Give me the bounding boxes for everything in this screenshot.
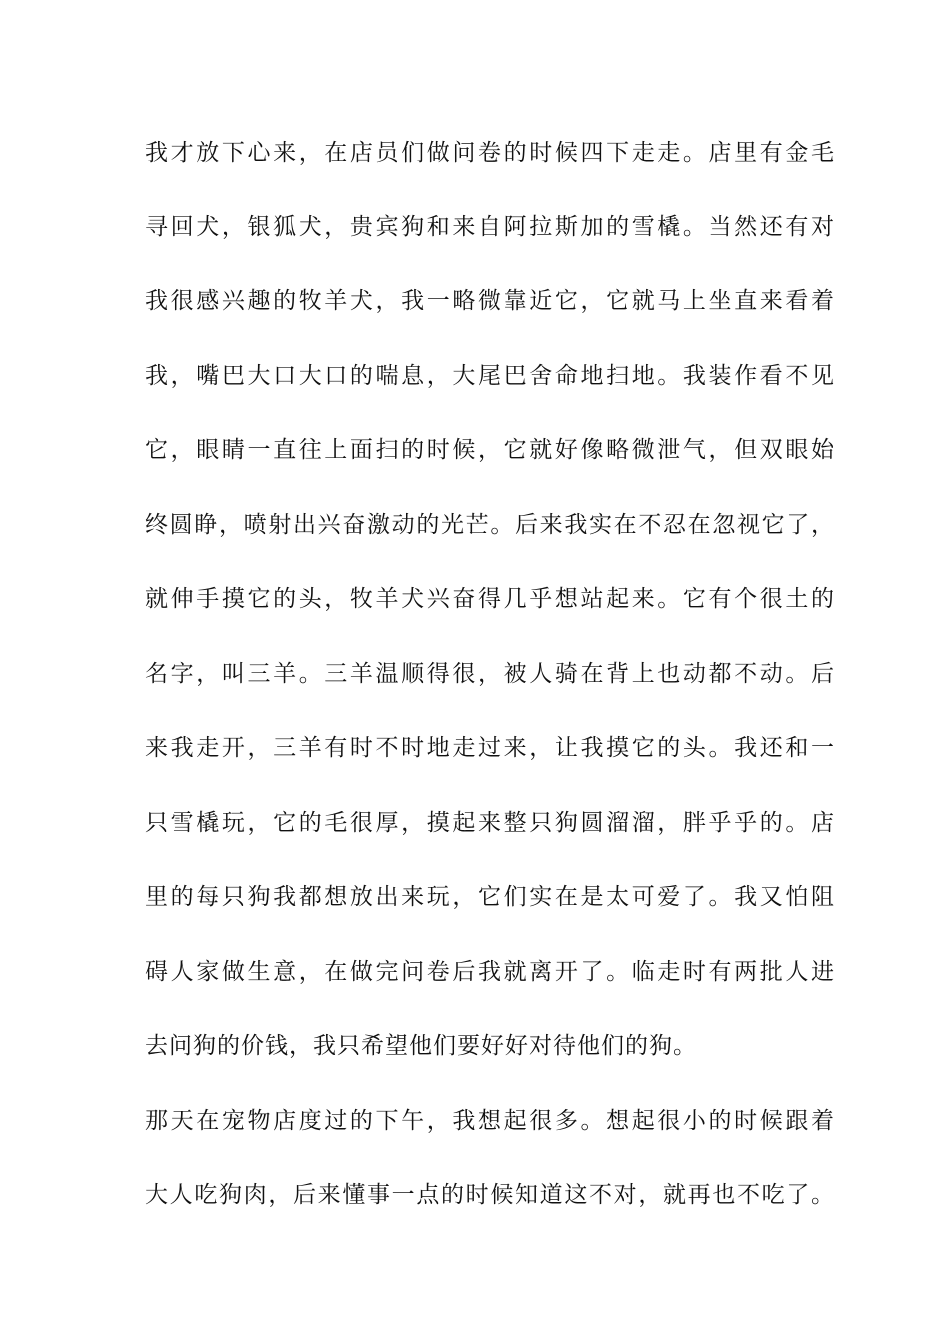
text-line: 大人吃狗肉，后来懂事一点的时候知道这不对，就再也不吃了。 xyxy=(145,1182,835,1208)
text-line: 只雪橇玩，它的毛很厚，摸起来整只狗圆溜溜，胖乎乎的。店 xyxy=(145,810,835,836)
text-line: 去问狗的价钱，我只希望他们要好好对待他们的狗。 xyxy=(145,1033,697,1059)
text-line: 寻回犬，银狐犬，贵宾狗和来自阿拉斯加的雪橇。当然还有对 xyxy=(145,214,835,240)
text-line: 来我走开，三羊有时不时地走过来，让我摸它的头。我还和一 xyxy=(145,735,835,761)
text-line: 我很感兴趣的牧羊犬，我一略微靠近它，它就马上坐直来看着 xyxy=(145,288,835,314)
text-line: 就伸手摸它的头，牧羊犬兴奋得几乎想站起来。它有个很土的 xyxy=(145,586,835,612)
text-line: 那天在宠物店度过的下午，我想起很多。想起很小的时候跟着 xyxy=(145,1108,835,1134)
text-line: 里的每只狗我都想放出来玩，它们实在是太可爱了。我又怕阻 xyxy=(145,884,835,910)
text-line: 终圆睁，喷射出兴奋激动的光芒。后来我实在不忍在忽视它了， xyxy=(145,512,835,538)
text-line: 碍人家做生意，在做完问卷后我就离开了。临走时有两批人进 xyxy=(145,959,835,985)
text-line: 我，嘴巴大口大口的喘息，大尾巴舍命地扫地。我装作看不见 xyxy=(145,363,835,389)
text-line: 名字，叫三羊。三羊温顺得很，被人骑在背上也动都不动。后 xyxy=(145,661,835,687)
text-line: 它，眼睛一直往上面扫的时候，它就好像略微泄气，但双眼始 xyxy=(145,437,835,463)
text-line: 我才放下心来，在店员们做问卷的时候四下走走。店里有金毛 xyxy=(145,140,835,166)
